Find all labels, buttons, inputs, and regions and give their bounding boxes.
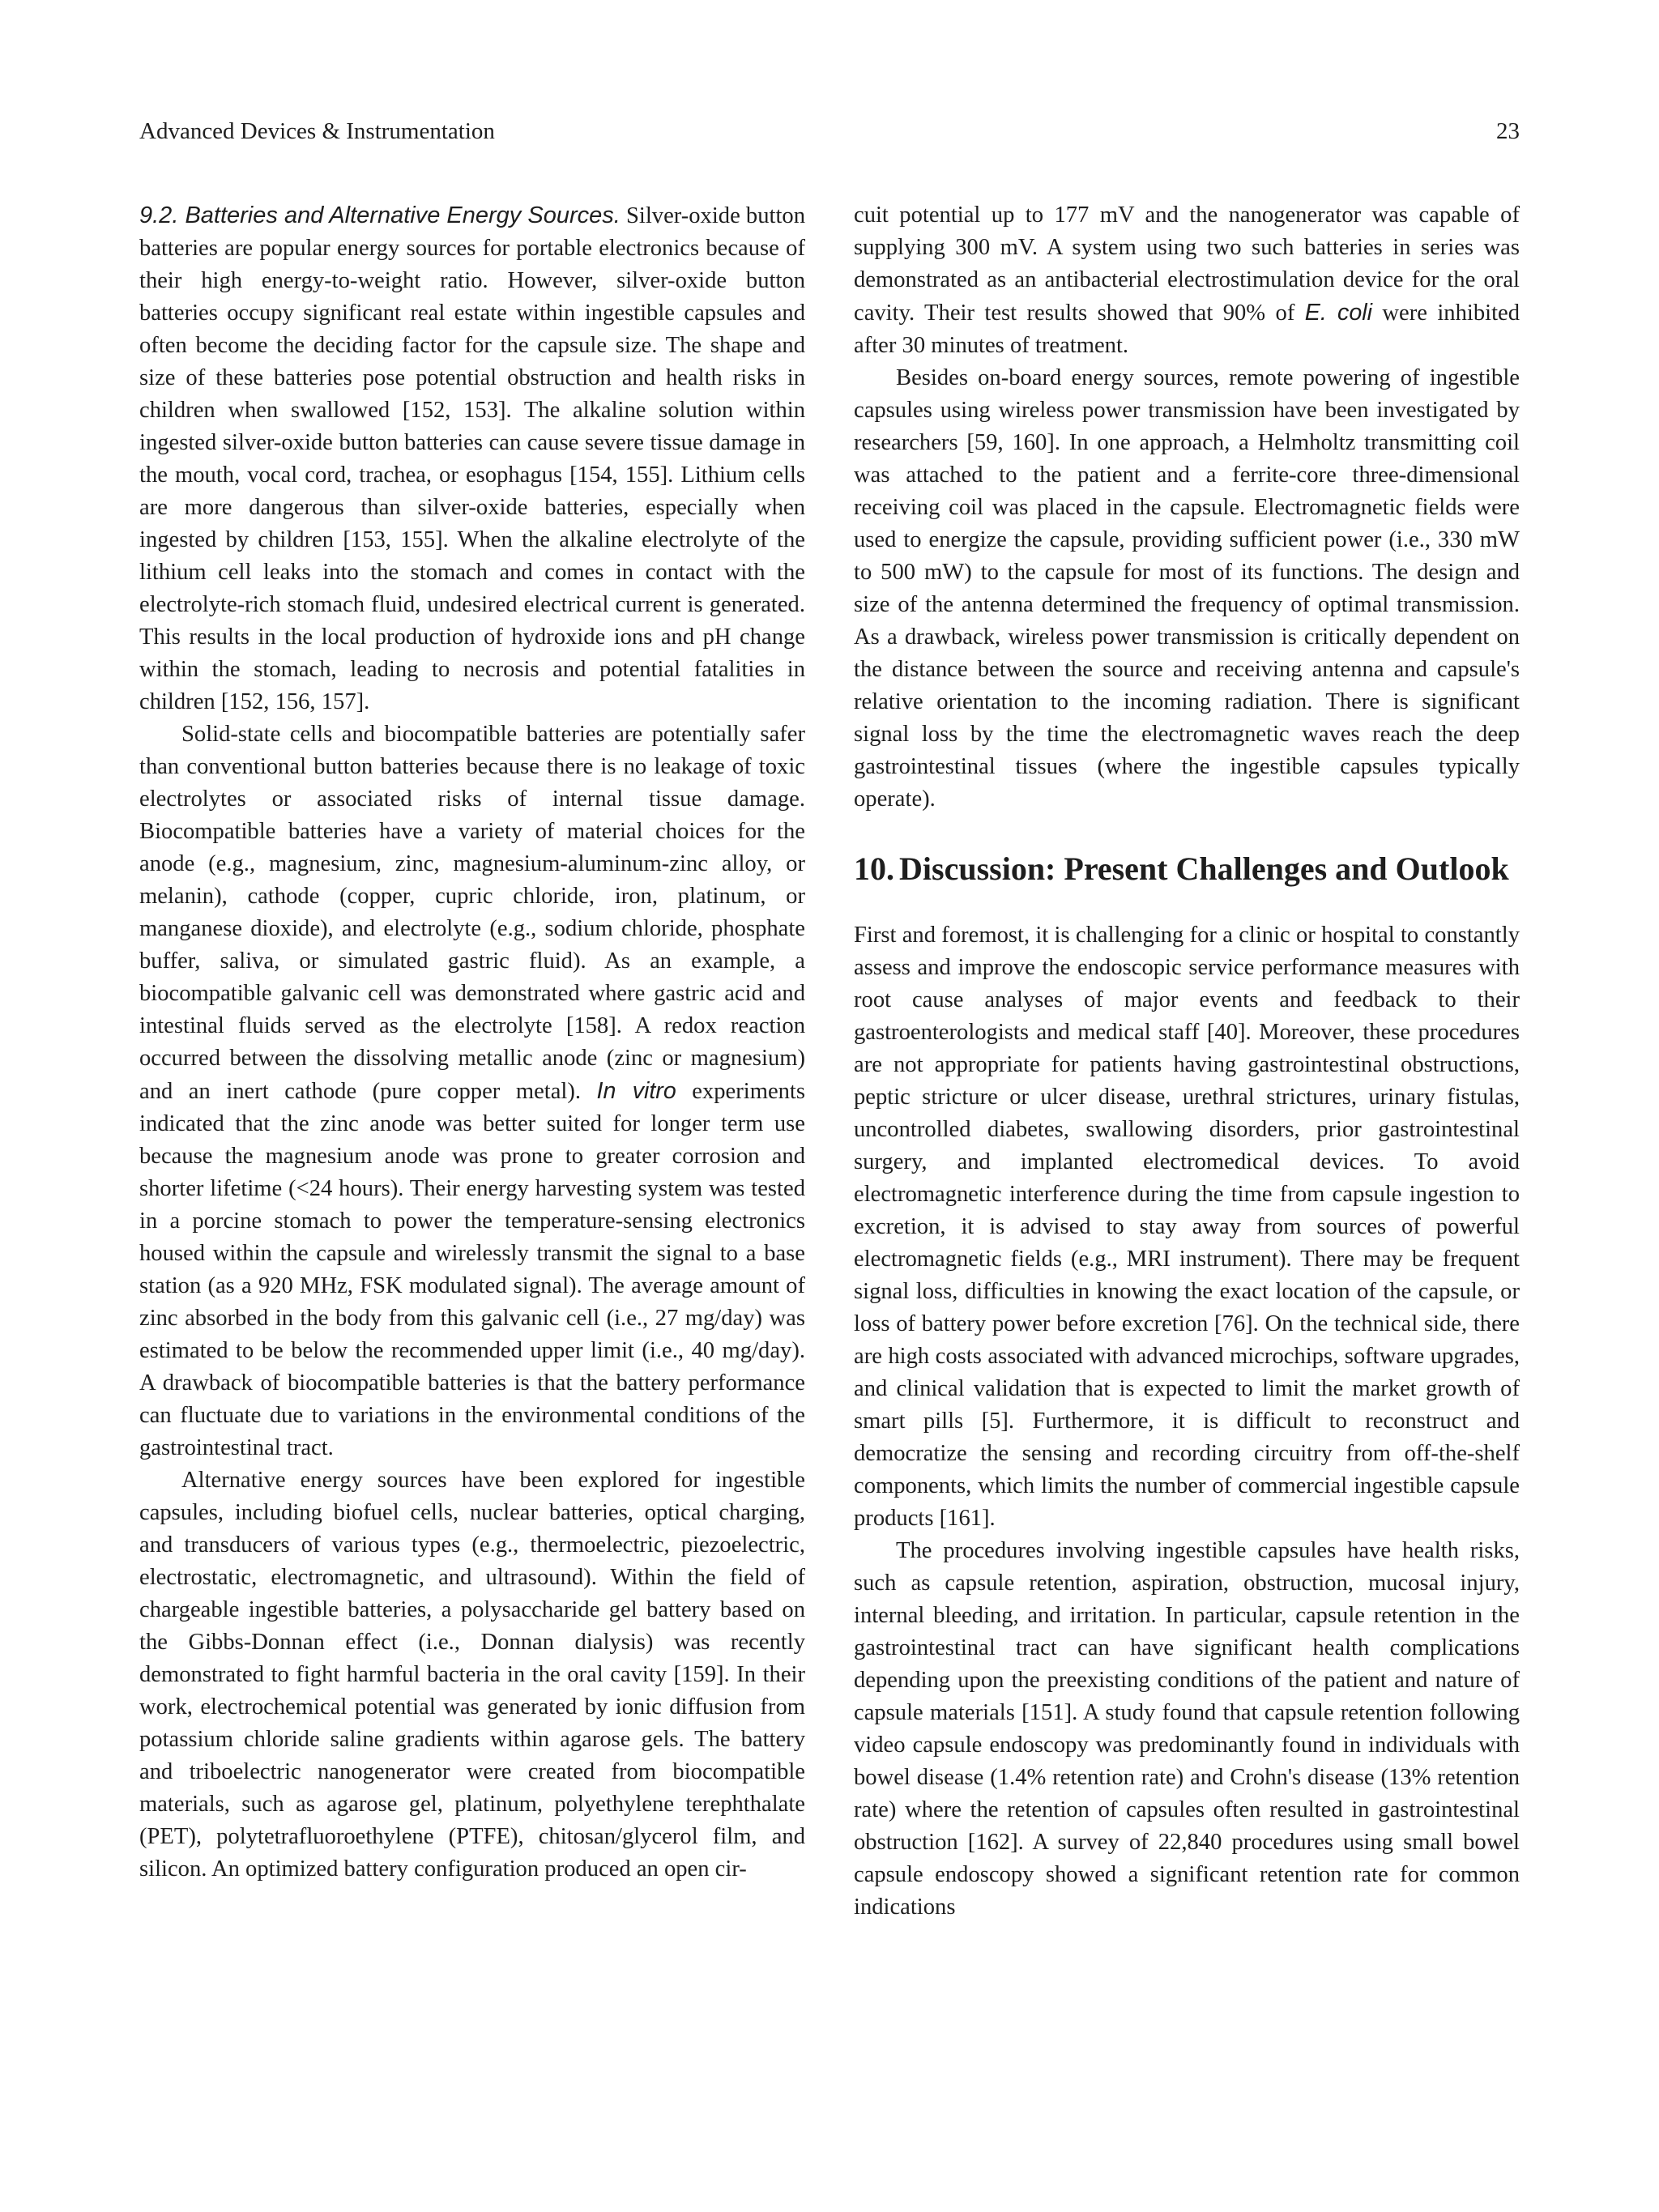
left-column xyxy=(139,199,805,1886)
paragraph-text: The procedures involving ingestible capsules have health risks, such as capsule retention, aspiration, obstruction, mucosal injury, internal bleeding, and irritation. In particular, capsule retention in the gastrointestinal tract can have significant health complications depending upon the preexisting conditions of the patient and nature of capsule materials [151]. A study found that capsule retention following video capsule endoscopy was predominantly found in individuals with bowel disease (1.4% retention rate) and Crohn's disease (13% retention rate) where the retention of capsules often resulted in gastrointestinal obstruction [162]. A survey of 22,840 procedures using small bowel capsule endoscopy showed a significant retention rate for common indications xyxy=(854,1538,1520,1920)
paragraph-text: First and foremost, it is challenging for a clinic or hospital to constantly assess and improve the endoscopic service performance measures with root cause analyses of major events and feedback to their gastroenterologists and medical staff [40]. Moreover, these procedures are not appropriate for patients having gastrointestinal obstructions, peptic stricture or ulcer disease, urethral strictures, urinary fistulas, uncontrolled diabetes, swallowing disorders, prior gastrointestinal surgery, and implanted electromedical devices. To avoid electromagnetic interference during the time from capsule ingestion to excretion, it is advised to stay away from sources of powerful electromagnetic fields (e.g., MRI instrument). There may be frequent signal loss, difficulties in knowing the exact location of the capsule, or loss of battery power before excretion [76]. On the technical side, there are high costs associated with advanced microchips, software upgrades, and clinical validation that is expected to limit the market growth of smart pills [5]. Furthermore, it is difficult to reconstruct and democratize the sensing and recording circuitry from off-the-shelf components, which limits the number of commercial ingestible capsule products [161]. xyxy=(854,923,1520,1531)
paragraph-batteries-intro xyxy=(139,199,805,718)
paragraph-biocompatible-batteries xyxy=(139,718,805,1464)
paragraph-text: Solid-state cells and biocompatible batteries are potentially safer than conventional button batteries because there is no leakage of toxic electrolytes or associated risks of internal tissue damage. Biocompatible batteries have a variety of material choices for the anode (e.g., magnesium, zinc, magnesium-aluminum-zinc alloy, or melanin), cathode (copper, cupric chloride, iron, platinum, or manganese dioxide), and electrolyte (e.g., sodium chloride, phosphate buffer, saliva, or simulated gastric fluid). As an example, a biocompatible galvanic cell was demonstrated where gastric acid and intestinal fluids served as the electrolyte [158]. A redox reaction occurred between the dissolving metallic anode (zinc or magnesium) and an inert cathode (pure copper metal). xyxy=(139,722,805,1104)
paragraph-health-risks xyxy=(854,1535,1520,1924)
section-heading xyxy=(854,848,1520,890)
paragraph-alternative-energy xyxy=(139,1464,805,1886)
paragraph-wireless-power xyxy=(854,362,1520,816)
section-title: Discussion: Present Challenges and Outlook xyxy=(899,850,1509,887)
journal-title: Advanced Devices & Instrumentation xyxy=(139,118,495,144)
right-column xyxy=(854,199,1520,1924)
paragraph-text: Silver-oxide button batteries are popular energy sources for portable electronics because of their high energy-to-weight ratio. However, silver-oxide button batteries occupy significant real estate within ingestible capsules and often become the deciding factor for the capsule size. The shape and size of these batteries pose potential obstruction and health risks in children when swallowed [152, 153]. The alkaline solution within ingested silver-oxide button batteries can cause severe tissue damage in the mouth, vocal cord, trachea, or esophagus [154, 155]. Lithium cells are more dangerous than silver-oxide batteries, especially when ingested by children [153, 155]. When the alkaline electrolyte of the lithium cell leaks into the stomach and comes in contact with the electrolyte-rich stomach fluid, undesired electrical current is generated. This results in the local production of hydroxide ions and pH change within the stomach, leading to necrosis and potential fatalities in children [152, 156, 157]. xyxy=(139,203,805,714)
page-number: 23 xyxy=(1496,118,1520,144)
paragraph-text: Besides on-board energy sources, remote powering of ingestible capsules using wireless power transmission have been investigated by researchers [59, 160]. In one approach, a Helmholtz transmitting coil was attached to the patient and a ferrite-core three-dimensional receiving coil was placed in the capsule. Electromagnetic fields were used to energize the capsule, providing sufficient power (i.e., 330 mW to 500 mW) to the capsule for most of its functions. The design and size of the antenna determined the frequency of optimal transmission. As a drawback, wireless power transmission is critically dependent on the distance between the source and receiving antenna and capsule's relative orientation to the incoming radiation. There is significant signal loss by the time the electromagnetic waves reach the deep gastrointestinal tissues (where the ingestible capsules typically operate). xyxy=(854,365,1520,812)
paragraph-challenges xyxy=(854,919,1520,1535)
paragraph-text: cuit potential up to 177 mV and the nanogenerator was capable of supplying 300 mV. A system using two such batteries in series was demonstrated as an antibacterial electrostimulation device for the oral cavity. Their test results showed that 90% of xyxy=(854,202,1520,326)
subsection-heading: 9.2. Batteries and Alternative Energy Sources. xyxy=(139,202,621,228)
paragraph-text: Alternative energy sources have been explored for ingestible capsules, including biofuel cells, nuclear batteries, optical charging, and transducers of various types (e.g., thermoelectric, piezoelectric, electrostatic, electromagnetic, and ultrasound). Within the field of chargeable ingestible batteries, a polysaccharide gel battery based on the Gibbs-Donnan effect (i.e., Donnan dialysis) was recently demonstrated to fight harmful bacteria in the oral cavity [159]. In their work, electrochemical potential was generated by ionic diffusion from potassium chloride saline gradients within agarose gels. The battery and triboelectric nanogenerator were created from biocompatible materials, such as agarose gel, platinum, polyethylene terephthalate (PET), polytetrafluoroethylene (PTFE), chitosan/glycerol film, and silicon. An optimized battery configuration produced an open cir- xyxy=(139,1468,805,1882)
italic-term: In vitro xyxy=(596,1078,676,1104)
section-number: 10. xyxy=(854,850,894,887)
italic-term: E. coli xyxy=(1304,300,1372,326)
paragraph-text: experiments indicated that the zinc anode was better suited for longer term use because the magnesium anode was prone to greater corrosion and shorter lifetime (<24 hours). Their energy harvesting system was tested in a porcine stomach to power the temperature-sensing electronics housed within the capsule and wirelessly transmit the signal to a base station (as a 920 MHz, FSK modulated signal). The average amount of zinc absorbed in the body from this galvanic cell (i.e., 27 mg/day) was estimated to be below the recommended upper limit (i.e., 40 mg/day). A drawback of biocompatible batteries is that the battery performance can fluctuate due to variations in the environmental conditions of the gastrointestinal tract. xyxy=(139,1079,806,1460)
running-header xyxy=(139,118,1520,154)
paragraph-text: were inhibited after 30 minutes of treatment. xyxy=(854,300,1520,358)
paragraph-continued xyxy=(854,199,1520,362)
